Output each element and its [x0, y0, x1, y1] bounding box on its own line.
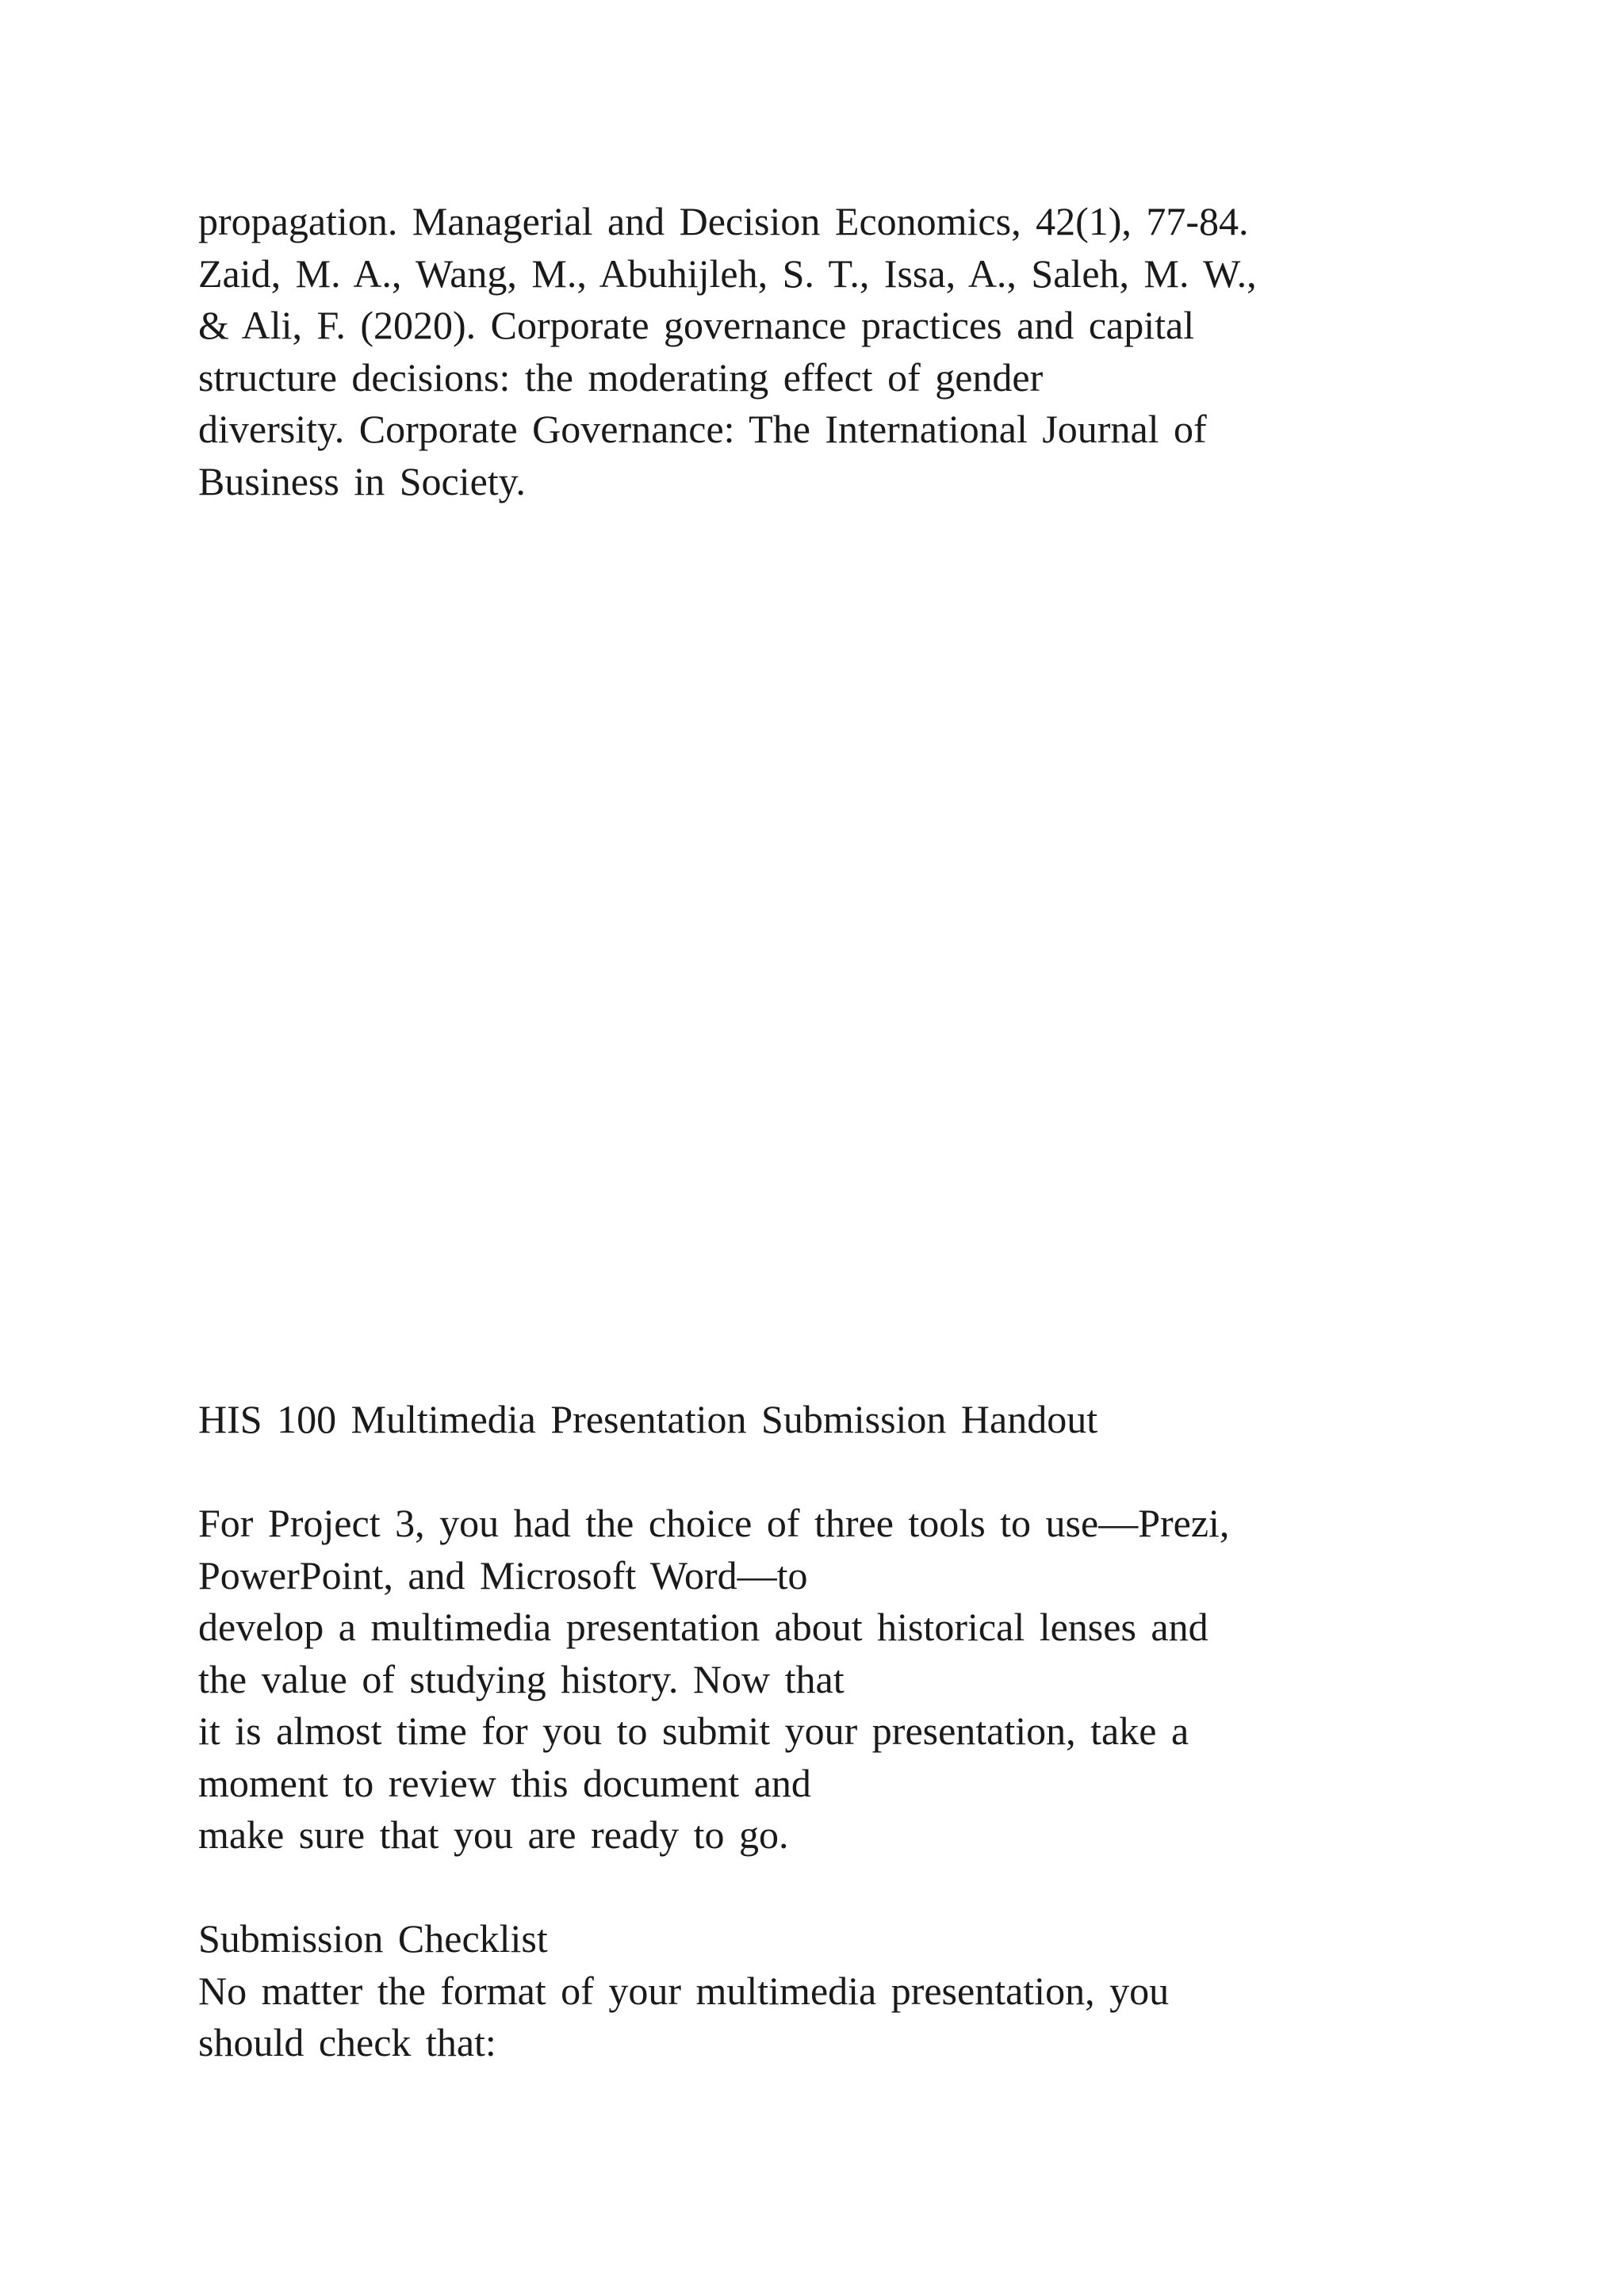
- checklist-heading: Submission Checklist: [198, 1916, 548, 1961]
- intro-line: For Project 3, you had the choice of three tools to use—Prezi,: [198, 1501, 1230, 1545]
- reference-line: Zaid, M. A., Wang, M., Abuhijleh, S. T., Issa, A., Saleh, M. W.,: [198, 251, 1257, 296]
- intro-line: the value of studying history. Now that: [198, 1656, 845, 1701]
- reference-line: & Ali, F. (2020). Corporate governance practices and capital: [198, 303, 1195, 347]
- intro-line: develop a multimedia presentation about historical lenses and: [198, 1605, 1208, 1649]
- intro-line: PowerPoint, and Microsoft Word—to: [198, 1552, 808, 1598]
- handout-section: [198, 1394, 1435, 2069]
- reference-list: [198, 196, 1435, 507]
- reference-line: structure decisions: the moderating effect of gender: [198, 354, 1044, 400]
- checklist-intro-line: should check that:: [198, 2020, 496, 2064]
- intro-line: make sure that you are ready to go.: [198, 1812, 789, 1857]
- paragraph-spacer: [198, 1446, 1435, 1498]
- reference-line: diversity. Corporate Governance: The International Journal of: [198, 407, 1207, 451]
- reference-line: Business in Society.: [198, 458, 526, 503]
- handout-title: HIS 100 Multimedia Presentation Submission Handout: [198, 1397, 1098, 1441]
- reference-line: propagation. Managerial and Decision Economics, 42(1), 77-84.: [198, 199, 1249, 243]
- intro-line: moment to review this document and: [198, 1760, 811, 1805]
- intro-line: it is almost time for you to submit your presentation, take a: [198, 1709, 1189, 1753]
- paragraph-spacer: [198, 1862, 1435, 1914]
- checklist-intro-line: No matter the format of your multimedia presentation, you: [198, 1968, 1170, 2013]
